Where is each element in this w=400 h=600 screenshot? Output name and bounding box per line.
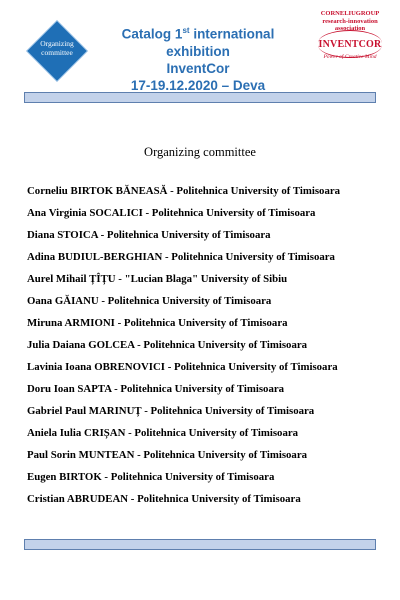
list-item: Aniela Iulia CRIȘAN - Politehnica University of Timisoara bbox=[27, 427, 299, 439]
bottom-divider-bar bbox=[24, 539, 376, 550]
list-item: Oana GĂIANU - Politehnica University of Timisoara bbox=[27, 295, 272, 307]
badge-text: Organizing committee bbox=[40, 39, 74, 57]
list-item: Adina BUDIUL-BERGHIAN - Politehnica University of Timisoara bbox=[27, 251, 335, 263]
list-item: Paul Sorin MUNTEAN - Politehnica University of Timisoara bbox=[27, 449, 308, 461]
catalog-title bbox=[98, 22, 298, 94]
title-prefix: Catalog 1 bbox=[121, 26, 183, 42]
top-divider-bar bbox=[24, 92, 376, 103]
organizing-committee-badge bbox=[24, 18, 90, 84]
list-item: Julia Daiana GOLCEA - Politehnica University of Timisoara bbox=[27, 339, 308, 351]
logo-line-1: CORNELIUGROUP research-innovation association bbox=[320, 10, 380, 32]
section-title: Organizing committee bbox=[144, 145, 256, 159]
list-item: Corneliu BIRTOK BĂNEASĂ - Politehnica University of Timisoara bbox=[27, 185, 341, 197]
list-item: Cristian ABRUDEAN - Politehnica University of Timisoara bbox=[27, 493, 301, 505]
list-item: Ana Virginia SOCALICI - Politehnica University of Timisoara bbox=[27, 207, 316, 219]
list-item: Aurel Mihail ȚÎȚU - "Lucian Blaga" University of Sibiu bbox=[27, 273, 288, 285]
committee-member-list bbox=[27, 182, 340, 512]
inventcor-logo bbox=[312, 8, 388, 74]
logo-line-2: INVENTCOR bbox=[318, 38, 382, 50]
title-line-2: InventCor bbox=[166, 60, 230, 76]
logo-ring bbox=[318, 30, 382, 58]
title-sup: st bbox=[182, 26, 190, 35]
list-item: Lavinia Ioana OBRENOVICI - Politehnica University of Timisoara bbox=[27, 361, 338, 373]
logo-line-3: Power of Creative Mind bbox=[323, 53, 377, 60]
title-line-1 bbox=[98, 22, 298, 60]
list-item: Eugen BIRTOK - Politehnica University of Timisoara bbox=[27, 471, 275, 483]
title-suffix: international exhibition bbox=[166, 26, 275, 59]
title-line-3: 17-19.12.2020 – Deva bbox=[130, 77, 266, 93]
list-item: Gabriel Paul MARINUȚ - Politehnica University of Timisoara bbox=[27, 405, 315, 417]
list-item: Miruna ARMIONI - Politehnica University of Timisoara bbox=[27, 317, 288, 329]
list-item: Diana STOICA - Politehnica University of Timisoara bbox=[27, 229, 271, 241]
list-item: Doru Ioan SAPTA - Politehnica University of Timisoara bbox=[27, 383, 285, 395]
